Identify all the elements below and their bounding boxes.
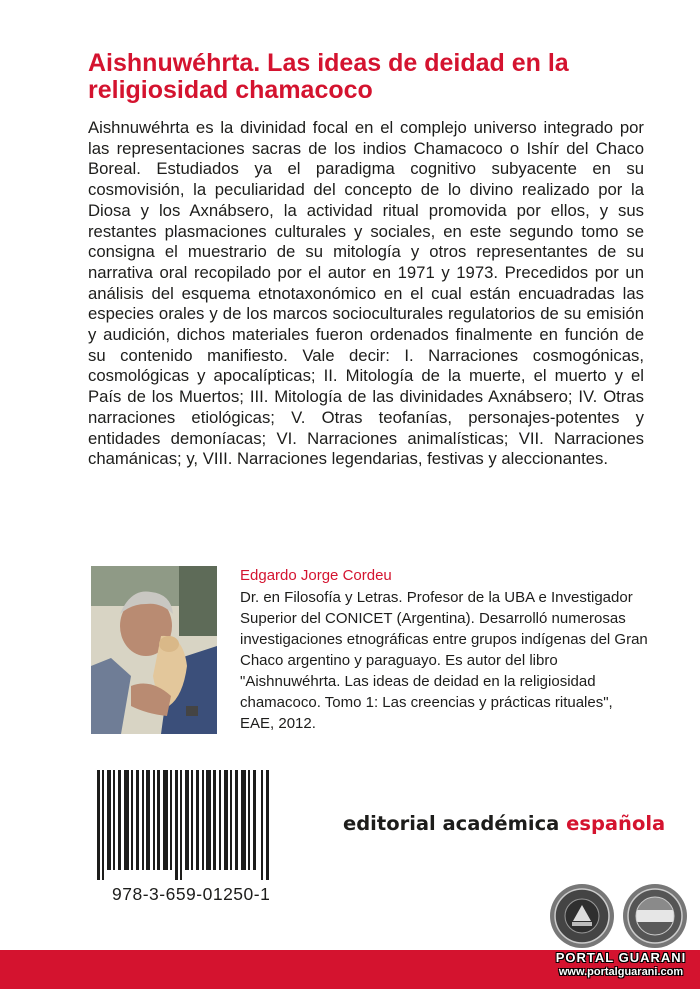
watermark-title: PORTAL GUARANI [555, 950, 687, 965]
author-name: Edgardo Jorge Cordeu [240, 567, 392, 584]
author-photo [91, 566, 217, 734]
seal-icon [549, 883, 615, 949]
author-bio: Dr. en Filosofía y Letras. Profesor de la UBA e Investigador Superior del CONICET (Argentina). Desarrolló numerosas investigaciones etnográficas entre grupos indígenas del Gran Chaco argentino y paraguayo. Es autor del libro "Aishnuwéhrta. Las ideas de deidad en la religiosidad chamacoco. Tomo 1: Las creencias y prácticas rituales", EAE, 2012. [240, 589, 648, 732]
isbn-number: 978-3-659-01250-1 [112, 884, 271, 904]
publisher-logo [343, 812, 665, 835]
book-description: Aishnuwéhrta es la divinidad focal en el complejo universo integrado por las representaciones sacras de los indios Chamacoco o Ishír del Chaco Boreal. Estudiados ya el paradigma cognitivo subyacente en su cosmovisión, la peculiaridad del concepto de lo divino realizado por la Diosa y los Axnábsero, la actividad ritual promovida por ellos, y sus restantes plasmaciones culturales y sociales, en este segundo tomo se consigna el muestrario de su mitología y otros representantes de su narrativa oral recopilado por el autor en 1971 y 1973. Precedidos por un análisis del esquema etnotaxonómico en el cual están encuadradas las especies orales y de los marcos socioculturales regulatorios de su emisión y audición, dichos materiales fueron ordenados finalmente en función de su contenido manifiesto. Vale decir: I. Narraciones cosmogónicas, cosmológicas y apocalípticas; II. Mitología de la muerte, el muerto y el País de los Muertos; III. Mitología de las divinidades Axnábsero; IV. Otras narraciones etiológicas; V. Otras teofanías, personajes-potentes y entidades demoníacas; VI. Narraciones animalísticas; VII. Narraciones chamánicas; y, VIII. Narraciones legendarias, festivas y aleccionantes. [88, 118, 644, 469]
publisher-name-accent: española [566, 812, 666, 835]
watermark-url: www.portalguarani.com [558, 966, 684, 978]
barcode [97, 770, 269, 880]
book-title: Aishnuwéhrta. Las ideas de deidad en la religiosidad chamacoco [88, 49, 569, 104]
flag-seal-icon [622, 883, 688, 949]
publisher-name: editorial académica [343, 812, 560, 835]
